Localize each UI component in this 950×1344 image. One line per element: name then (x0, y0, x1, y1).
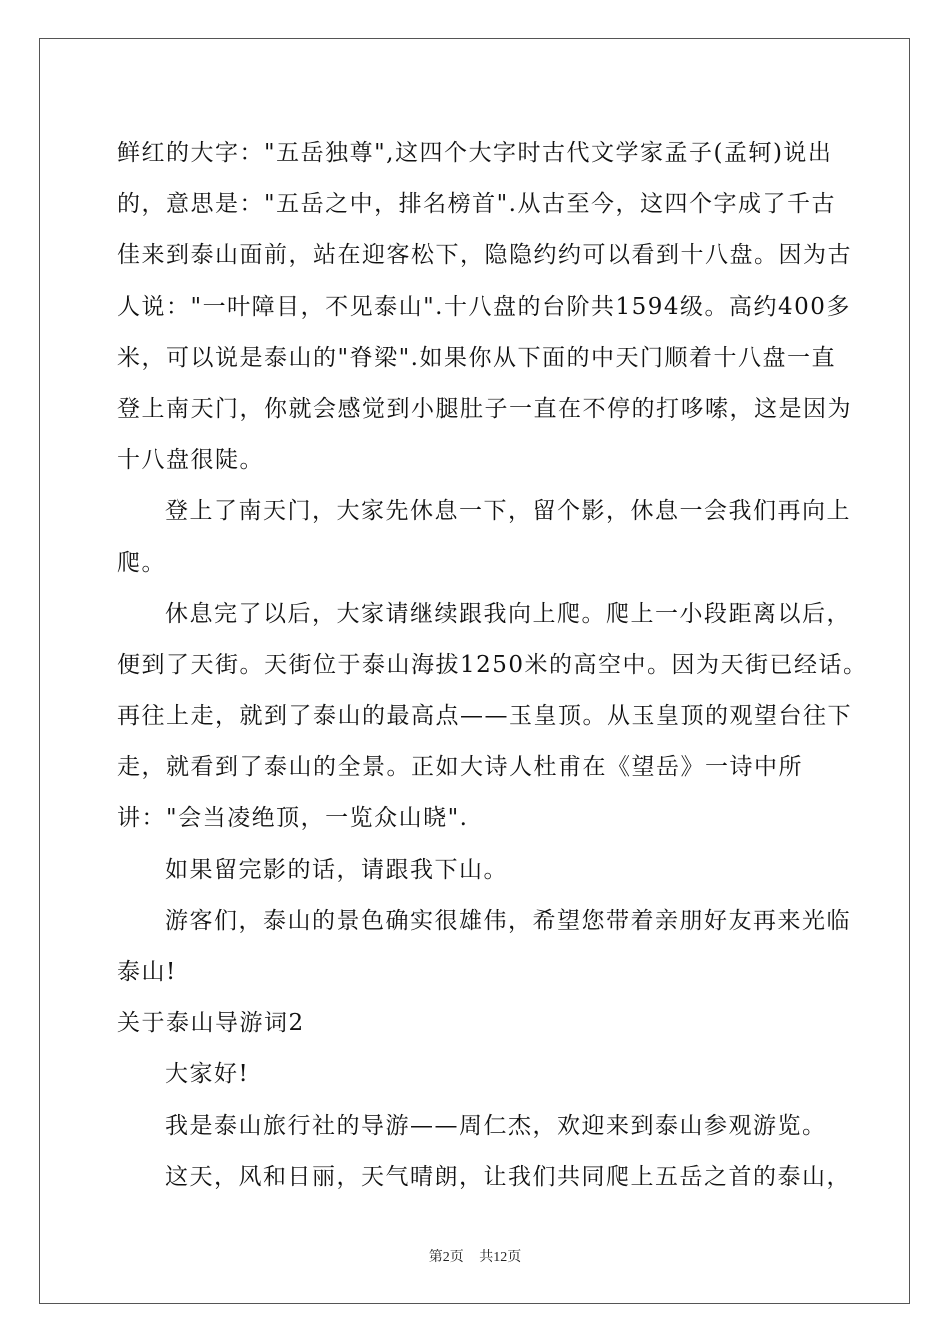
text-line: 我是泰山旅行社的导游——周仁杰，欢迎来到泰山参观游览。 (165, 1112, 827, 1139)
text-line: 登上了南天门，大家先休息一下，留个影，休息一会我们再向上 (165, 498, 851, 525)
text-line: 再往上走，就到了泰山的最高点——玉皇顶。从玉皇顶的观望台往下 (117, 703, 852, 730)
document-body (117, 128, 868, 1203)
text-line: 的，意思是："五岳之中，排名榜首".从古至今，这四个字成了千古 (117, 191, 836, 218)
text-line: 佳来到泰山面前，站在迎客松下，隐隐约约可以看到十八盘。因为古 (117, 242, 852, 269)
text-line: 米，可以说是泰山的"脊梁".如果你从下面的中天门顺着十八盘一直 (117, 344, 836, 371)
text-line: 这天，风和日丽，天气晴朗，让我们共同爬上五岳之首的泰山， (165, 1163, 851, 1190)
text-line: 十八盘很陡。 (117, 447, 264, 474)
text-line: 泰山! (117, 959, 177, 985)
text-line: 关于泰山导游词2 (117, 1010, 305, 1037)
text-line: 鲜红的大字："五岳独尊",这四个大字时古代文学家孟子(孟轲)说出 (117, 140, 833, 166)
text-line: 如果留完影的话，请跟我下山。 (165, 856, 508, 883)
page-total: 共12页 (479, 1250, 522, 1265)
text-line: 讲："会当凌绝顶，一览众山晓". (117, 805, 469, 832)
text-line: 休息完了以后，大家请继续跟我向上爬。爬上一小段距离以后， (165, 600, 851, 627)
text-line: 走，就看到了泰山的全景。正如大诗人杜甫在《望岳》一诗中所 (117, 754, 803, 781)
text-line: 人说："一叶障目，不见泰山".十八盘的台阶共1594级。高约400多 (117, 293, 851, 320)
page-footer (0, 1246, 950, 1266)
text-line: 大家好! (165, 1061, 250, 1088)
text-line: 便到了天街。天街位于泰山海拔1250米的高空中。因为天街已经话。 (117, 651, 868, 678)
page-number: 第2页 (428, 1250, 464, 1265)
text-line: 游客们，泰山的景色确实很雄伟，希望您带着亲朋好友再来光临 (165, 907, 851, 934)
text-line: 登上南天门，你就会感觉到小腿肚子一直在不停的打哆嗦，这是因为 (117, 395, 852, 422)
text-line: 爬。 (117, 549, 166, 576)
